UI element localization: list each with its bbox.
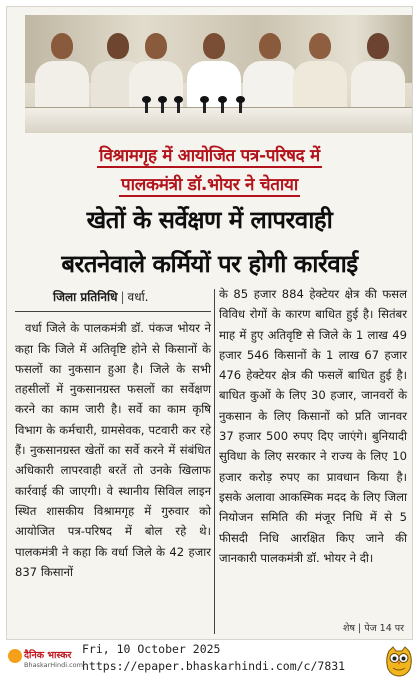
microphone-icon: [221, 101, 224, 113]
photo-person: [243, 33, 297, 111]
article-text-right: के 85 हजार 884 हेक्टेयर क्षेत्र की फसल विविध रोगों के कारण बाधित हुई है। सितंबर माह में हुए अतिवृष्टि से जिले के 1 लाख 49 हजार 546 किसानों के 1 लाख 67 हजार 476 हेक्टेयर क्षेत्र की फसलें बाधित हुई है। बाधित कुओं के लिए 30 हजार, जानवरों के नुकसान के लिए किसानों को प्रति जानवर 37 हजार 500 रुपए दिए जाएंगे। बुनियादी सुविधा के लिए सरकार ने राज्य के लिए 10 हजार करोड़ रुपए का प्रावधान किया है। इसके अलावा आकस्मिक मदद के लिए जिला नियोजन समिति की मंजूर निधि में से 5 फीसदी निधि आरक्षित किए जाने की जानकारी पालकमंत्री डॉ. भोयर ने दी।: [219, 287, 407, 565]
byline-place: वर्धा.: [127, 290, 149, 304]
microphone-icon: [239, 101, 242, 113]
byline-separator: |: [120, 290, 125, 304]
column-divider: [214, 289, 215, 634]
photo-table: [25, 107, 413, 133]
news-clipping: [6, 6, 413, 640]
photo-person: [293, 33, 347, 111]
microphone-icon: [145, 101, 148, 113]
footer-url[interactable]: https://epaper.bhaskarhindi.com/c/7831: [82, 659, 346, 673]
photo-person: [351, 33, 405, 111]
logo-text: दैनिक भास्कर: [24, 650, 72, 661]
continuation-note: शेष | पेज 14 पर: [343, 623, 405, 634]
article-right-column: [219, 284, 407, 568]
headline-line-1: खेतों के सर्वेक्षण में लापरवाही: [86, 206, 333, 234]
microphone-icon: [177, 101, 180, 113]
footer-date: Fri, 10 October 2025: [82, 642, 221, 656]
byline: [53, 287, 211, 307]
microphone-icon: [161, 101, 164, 113]
headline-line-2: बरतनेवाले कर्मियों पर होगी कार्रवाई: [61, 250, 358, 278]
microphone-icon: [203, 101, 206, 113]
owl-mascot-icon: [384, 645, 414, 677]
article-text-left: वर्धा जिले के पालकमंत्री डॉ. पंकज भोयर ने कहा कि जिले में अतिवृष्टि होने से किसानों के फसलों का नुकसान हुआ है। जिले के सभी तहसीलों में नुकसानग्रस्त फसलों का सर्वेक्षण करने का काम जारी है। सर्वे का काम कृषि विभाग के कर्मचारी, ग्रामसेवक, पटवारी कर रहे हैं। नुकसानग्रस्त खेतों का सर्वे करने में संबंधित अधिकारी लापरवाही बरतें तो उनके खिलाफ कार्रवाई की जाएगी। वे स्थानीय सिविल लाइन स्थित शासकीय विश्रामगृह में गुरुवार को आयोजित पत्र-परिषद में बोल रहे थे। पालकमंत्री ने कहा कि वर्धा जिले के 42 हजार 837 किसानों: [15, 321, 211, 579]
press-conference-photo: [25, 15, 413, 133]
article-left-column: [15, 287, 211, 582]
byline-rule: [15, 311, 211, 312]
photo-person: [35, 33, 89, 111]
photo-person: [187, 33, 241, 111]
byline-author: जिला प्रतिनिधि: [53, 290, 118, 304]
logo-sun-icon: [8, 649, 22, 663]
logo-subtext: BhaskarHindi.com: [24, 661, 83, 669]
kicker-line-1: विश्रामगृह में आयोजित पत्र-परिषद में: [99, 146, 320, 166]
kicker-line-2: पालकमंत्री डॉ.भोयर ने चेताया: [121, 175, 298, 195]
dainik-bhaskar-logo[interactable]: [8, 645, 83, 675]
